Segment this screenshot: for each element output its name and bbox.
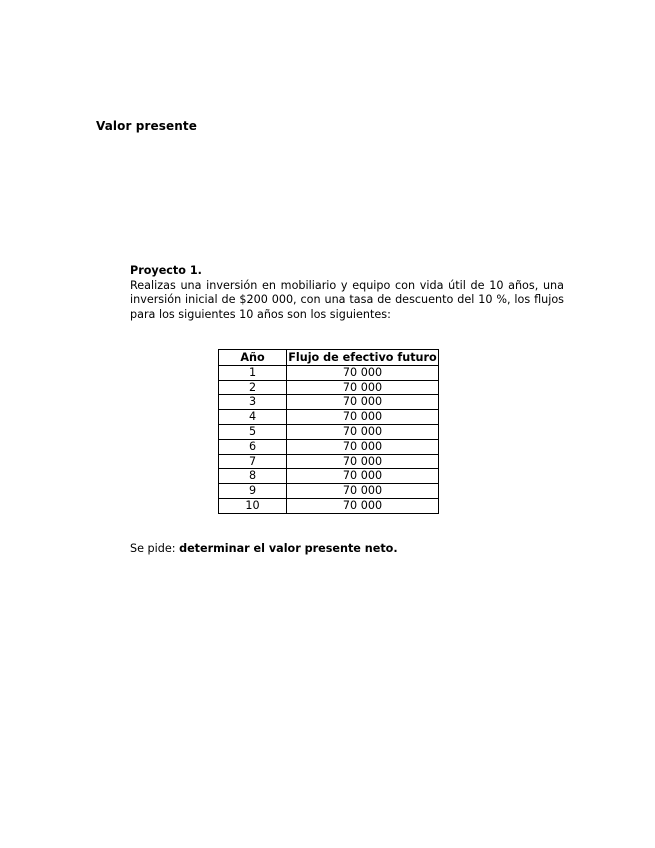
cell-cash-flow: 70 000 [287, 469, 439, 484]
cell-cash-flow: 70 000 [287, 484, 439, 499]
page-title: Valor presente [96, 119, 197, 133]
project-section [130, 264, 564, 322]
cell-cash-flow: 70 000 [287, 365, 439, 380]
project-description: Realizas una inversión en mobiliario y equipo con vida útil de 10 años, una inversión inicial de $200 000, con una tasa de descuento del 10 %, los flujos para los siguientes 10 años son los siguientes: [130, 278, 564, 321]
table-row [219, 469, 439, 484]
cell-cash-flow: 70 000 [287, 454, 439, 469]
table-row [219, 484, 439, 499]
cell-year: 10 [219, 498, 287, 513]
table-row [219, 380, 439, 395]
table-row [219, 498, 439, 513]
task-statement [130, 542, 398, 555]
cell-year: 9 [219, 484, 287, 499]
table-header-row [219, 350, 439, 366]
cell-cash-flow: 70 000 [287, 410, 439, 425]
table-row [219, 410, 439, 425]
table-row [219, 365, 439, 380]
cell-cash-flow: 70 000 [287, 498, 439, 513]
project-heading: Proyecto 1. [130, 264, 202, 277]
table-row [219, 424, 439, 439]
cell-cash-flow: 70 000 [287, 439, 439, 454]
cell-cash-flow: 70 000 [287, 395, 439, 410]
table-row [219, 439, 439, 454]
cell-cash-flow: 70 000 [287, 380, 439, 395]
cell-year: 4 [219, 410, 287, 425]
table-row [219, 395, 439, 410]
task-emphasis: determinar el valor presente neto. [179, 542, 398, 555]
cash-flow-table [218, 349, 439, 514]
cell-year: 5 [219, 424, 287, 439]
cell-year: 6 [219, 439, 287, 454]
header-cash-flow: Flujo de efectivo futuro [288, 351, 437, 364]
task-prefix: Se pide: [130, 542, 180, 555]
cell-year: 2 [219, 380, 287, 395]
table-row [219, 454, 439, 469]
cell-cash-flow: 70 000 [287, 424, 439, 439]
cell-year: 7 [219, 454, 287, 469]
cell-year: 3 [219, 395, 287, 410]
header-year: Año [219, 350, 287, 366]
cell-year: 1 [219, 365, 287, 380]
cell-year: 8 [219, 469, 287, 484]
